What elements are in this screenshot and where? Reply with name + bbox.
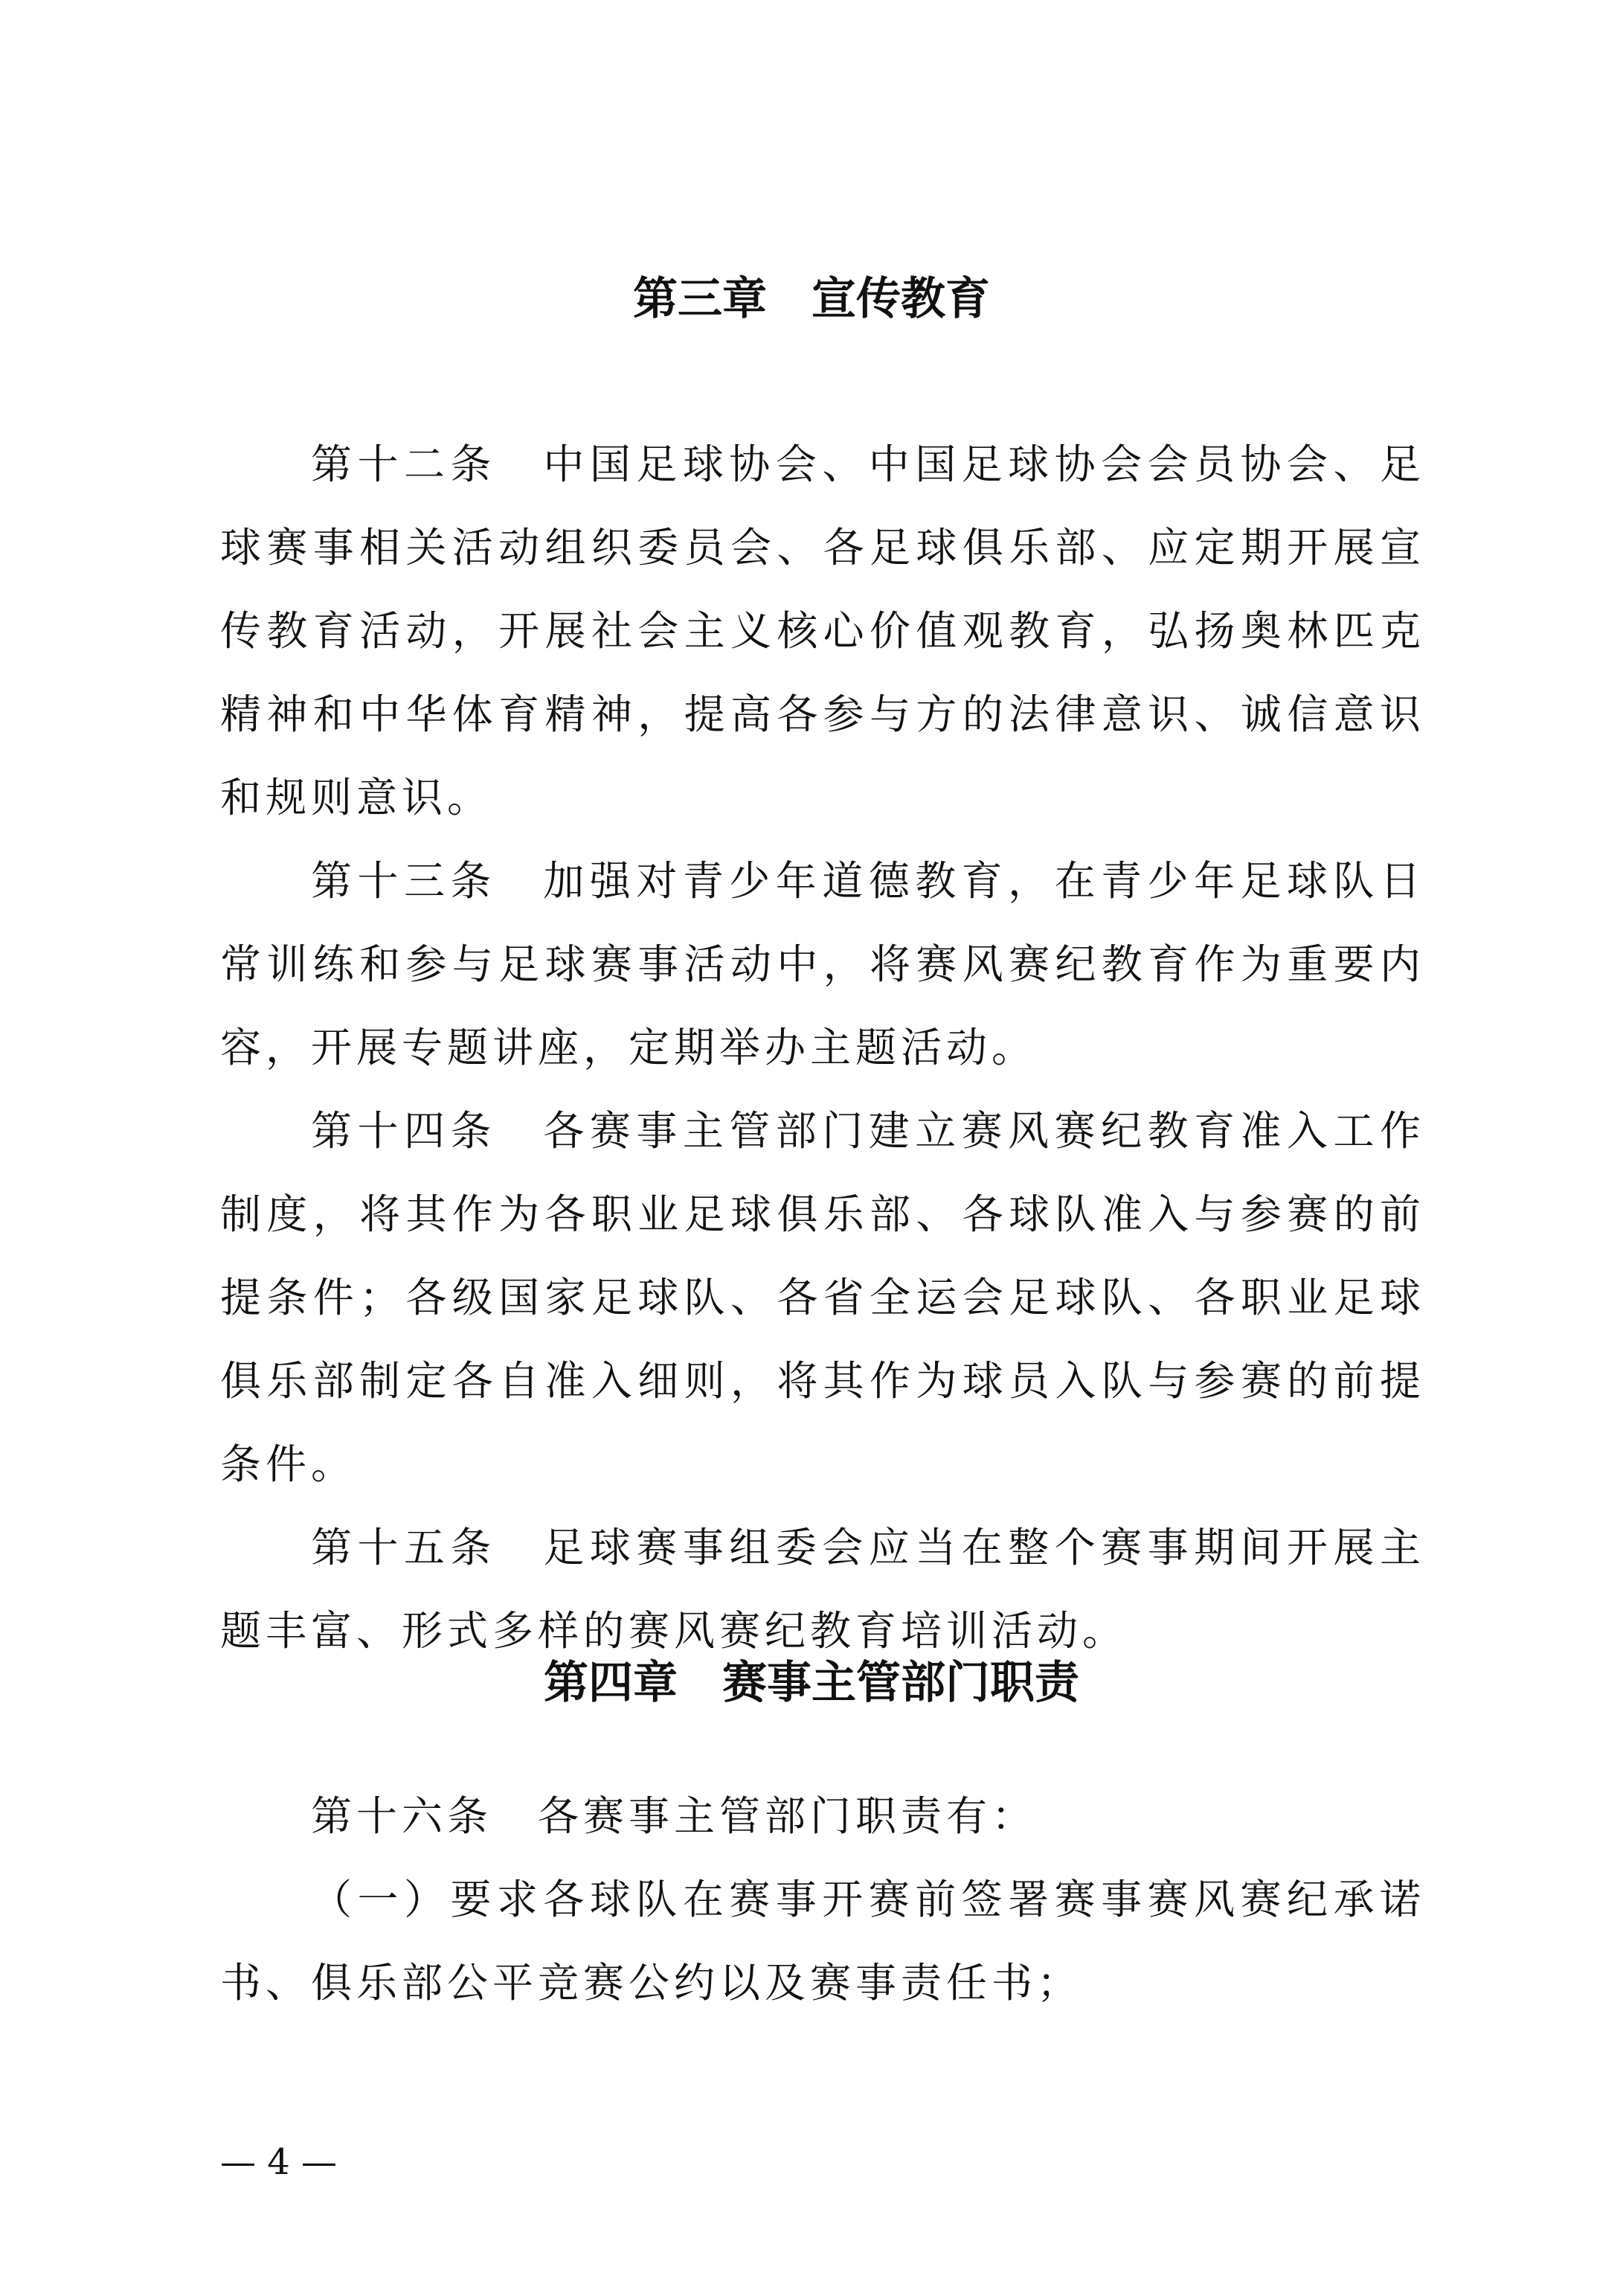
article-13: 第十三条 加强对青少年道德教育，在青少年足球队日常训练和参与足球赛事活动中，将赛风赛纪教育作为重要内容，开展专题讲座，定期举办主题活动。 <box>220 857 1425 1071</box>
chapter-3-body <box>220 423 1425 1673</box>
article-16-item-1: （一）要求各球队在赛事开赛前签署赛事赛风赛纪承诺书、俱乐部公平竞赛公约以及赛事责任书； <box>220 1876 1425 2007</box>
article-12: 第十二条 中国足球协会、中国足球协会会员协会、足球赛事相关活动组织委员会、各足球俱乐部、应定期开展宣传教育活动，开展社会主义核心价值观教育，弘扬奥林匹克精神和中华体育精神，提高各参与方的法律意识、诚信意识和规则意识。 <box>220 440 1425 821</box>
article-14: 第十四条 各赛事主管部门建立赛风赛纪教育准入工作制度，将其作为各职业足球俱乐部、各球队准入与参赛的前提条件；各级国家足球队、各省全运会足球队、各职业足球俱乐部制定各自准入细则，将其作为球员入队与参赛的前提条件。 <box>220 1107 1425 1488</box>
article-16: 第十六条 各赛事主管部门职责有： <box>311 1792 1038 1840</box>
chapter-4-body <box>220 1774 1425 2024</box>
page-number: — 4 — <box>220 2141 338 2183</box>
article-15: 第十五条 足球赛事组委会应当在整个赛事期间开展主题丰富、形式多样的赛风赛纪教育培训活动。 <box>220 1524 1425 1655</box>
chapter-3-title: 第三章 宣传教育 <box>633 273 990 325</box>
chapter-4-title: 第四章 赛事主管部门职责 <box>544 1657 1079 1709</box>
